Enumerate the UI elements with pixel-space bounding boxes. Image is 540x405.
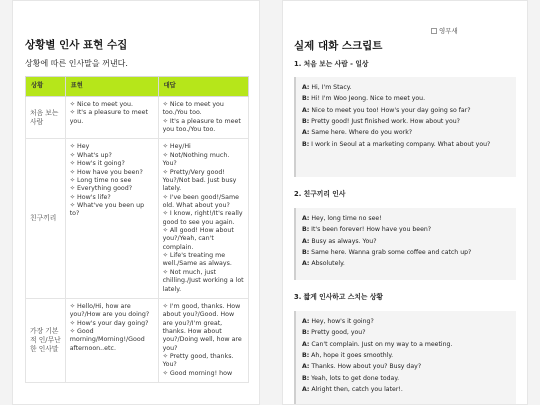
dialogue-line — [302, 141, 510, 149]
dialogue-text: Hey, long time no see! — [309, 215, 382, 222]
table-row — [26, 97, 249, 139]
dialogue-text: Ah, hope it goes smoothly. — [309, 352, 394, 360]
speaker-label: B: — [302, 374, 310, 382]
answer-item: ✧ Not/Nothing much. You? — [162, 151, 230, 168]
expression-cell — [65, 97, 158, 139]
speaker-label: B: — [302, 118, 310, 126]
dialogue-text: Can't complain. Just on my way to a meeting. — [309, 340, 453, 348]
expression-item: ✧ Good morning/Morning!/Good afternoon..etc. — [69, 327, 145, 352]
dialogue-text: Hi! I'm Woo Jeong. Nice to meet you. — [309, 95, 426, 103]
greeting-collection-card — [12, 0, 260, 405]
dialogue-box — [294, 311, 516, 405]
speaker-label: B: — [302, 329, 310, 337]
speaker-label: A: — [302, 84, 310, 91]
expression-item: ✧ How's it going? — [69, 160, 125, 168]
dialogue-box — [294, 208, 516, 280]
expression-item: ✧ What've you been up to? — [69, 201, 145, 218]
table-row — [26, 139, 249, 298]
dialogue-line — [302, 341, 510, 349]
dialogue-text: It's been forever! How have you been? — [309, 226, 432, 234]
dialogue-line — [302, 260, 510, 268]
speaker-label: A: — [302, 386, 310, 394]
dialogue-text: Pretty good! Just finished work. How about you? — [309, 118, 460, 126]
speaker-label: A: — [302, 260, 310, 268]
answer-item: ✧ Hey/Hi — [162, 143, 191, 151]
answer-item: ✧ All good! How about you?/Yeah, can't complain. — [162, 227, 234, 251]
expression-item: ✧ How's your day going? — [69, 319, 149, 327]
page-subtitle: 상황에 따른 인사말을 꺼낸다. — [25, 59, 128, 68]
answer-item: ✧ Nice to meet you too./You too. — [162, 101, 224, 117]
dialogue-text: Yeah, lots to get done today. — [309, 374, 400, 382]
dialogue-text: Same here. Where do you work? — [309, 129, 413, 137]
answer-item: ✧ I know, right!/It's really good to see you again. — [162, 210, 243, 226]
expression-item: ✧ Hello/Hi, how are you?/How are you doing? — [69, 302, 150, 319]
section-heading: 3. 짧게 인사하고 스치는 상황 — [294, 293, 383, 301]
dialogue-line — [302, 329, 510, 337]
dialogue-script-card — [282, 0, 528, 405]
answer-item: ✧ Good morning! how — [162, 369, 233, 377]
dialogue-text: Alright then, catch you later!. — [309, 386, 403, 394]
expression-cell — [65, 298, 158, 382]
speaker-label: A: — [302, 237, 310, 245]
page-title: 상황별 인사 표현 수집 — [25, 39, 128, 51]
dialogue-line — [302, 107, 510, 115]
dialogue-line — [302, 238, 510, 246]
expression-item: ✧ How's life? — [69, 193, 111, 201]
dialogue-line — [302, 84, 510, 92]
dialogue-text: I work in Seoul at a marketing company. What about you? — [309, 140, 491, 148]
dialogue-line — [302, 226, 510, 234]
speaker-label: B: — [302, 95, 310, 103]
table-row — [26, 298, 249, 382]
speaker-label: B: — [302, 249, 310, 257]
answer-cell — [158, 139, 248, 298]
section-heading: 2. 친구끼리 인사 — [294, 190, 346, 198]
dialogue-text: Nice to meet you too! How's your day going so far? — [309, 106, 471, 114]
dialogue-line — [302, 363, 510, 371]
answer-item: ✧ Pretty good, thanks. You? — [162, 353, 234, 369]
speaker-label: A: — [302, 318, 310, 325]
expression-item: ✧ What's up? — [69, 151, 112, 159]
dialogue-text: Hey, how's it going? — [309, 318, 374, 325]
dialogue-text: Hi, I'm Stacy. — [309, 84, 352, 91]
speaker-label: A: — [302, 340, 310, 348]
dialogue-text: Pretty good, you? — [309, 329, 366, 337]
broken-image — [431, 26, 458, 35]
script-title: 실제 대화 스크립트 — [294, 40, 383, 52]
answer-item: ✧ Life's treating me well./Same as always. — [162, 252, 232, 268]
header-expression: 표현 — [65, 77, 158, 97]
broken-image-icon — [431, 28, 437, 34]
answer-item: ✧ I'm good, thanks. How about you?/Good. How are you?/I'm great, thanks. How about you?/Doing well, how are you? — [162, 302, 242, 352]
situation-cell: 친구끼리 — [26, 139, 66, 298]
image-alt-text: 영무새 — [439, 27, 458, 35]
dialogue-text: Thanks. How about you? Busy day? — [309, 363, 422, 371]
dialogue-text: Same here. Wanna grab some coffee and catch up? — [309, 249, 472, 257]
dialogue-line — [302, 352, 510, 360]
situation-cell: 가장 기본적 인/무난한 인사말 — [26, 298, 66, 382]
dialogue-line — [302, 386, 510, 394]
expression-item: ✧ It's a pleasure to meet you. — [69, 109, 148, 125]
dialogue-line — [302, 375, 510, 383]
dialogue-line — [302, 249, 510, 257]
table-header-row — [26, 77, 249, 97]
answer-item: ✧ Not much, just chilling./Just working a lot lately. — [162, 268, 244, 293]
speaker-label: B: — [302, 226, 310, 234]
answer-item: ✧ Pretty/Very good! You?/Not bad. Just busy lately. — [162, 168, 237, 193]
greeting-table — [25, 76, 249, 383]
expression-item: ✧ Long time no see — [69, 176, 132, 184]
speaker-label: B: — [302, 352, 310, 360]
dialogue-text: Absolutely. — [309, 260, 345, 268]
dialogue-line — [302, 318, 510, 326]
speaker-label: A: — [302, 363, 310, 371]
speaker-label: A: — [302, 106, 310, 114]
answer-cell — [158, 298, 248, 382]
dialogue-box — [294, 77, 516, 177]
dialogue-line — [302, 118, 510, 126]
situation-cell: 처음 보는 사람 — [26, 97, 66, 139]
answer-item: ✧ It's a pleasure to meet you too./You too. — [162, 117, 241, 134]
expression-item: ✧ Hey — [69, 143, 90, 151]
dialogue-line — [302, 95, 510, 103]
answer-cell — [158, 97, 248, 139]
speaker-label: A: — [302, 129, 310, 137]
header-answer: 대답 — [158, 77, 248, 97]
expression-cell — [65, 139, 158, 298]
speaker-label: B: — [302, 140, 310, 148]
speaker-label: A: — [302, 215, 310, 222]
dialogue-line — [302, 129, 510, 137]
dialogue-text: Busy as always. You? — [309, 237, 377, 245]
header-situation: 상황 — [26, 77, 66, 97]
expression-item: ✧ Nice to meet you. — [69, 101, 134, 108]
dialogue-line — [302, 215, 510, 223]
section-heading: 1. 처음 보는 사람 - 일상 — [294, 60, 369, 68]
expression-item: ✧ Everything good? — [69, 185, 133, 193]
expression-item: ✧ How have you been? — [69, 168, 143, 176]
answer-item: ✧ I've been good!/Same old. What about you? — [162, 193, 239, 209]
